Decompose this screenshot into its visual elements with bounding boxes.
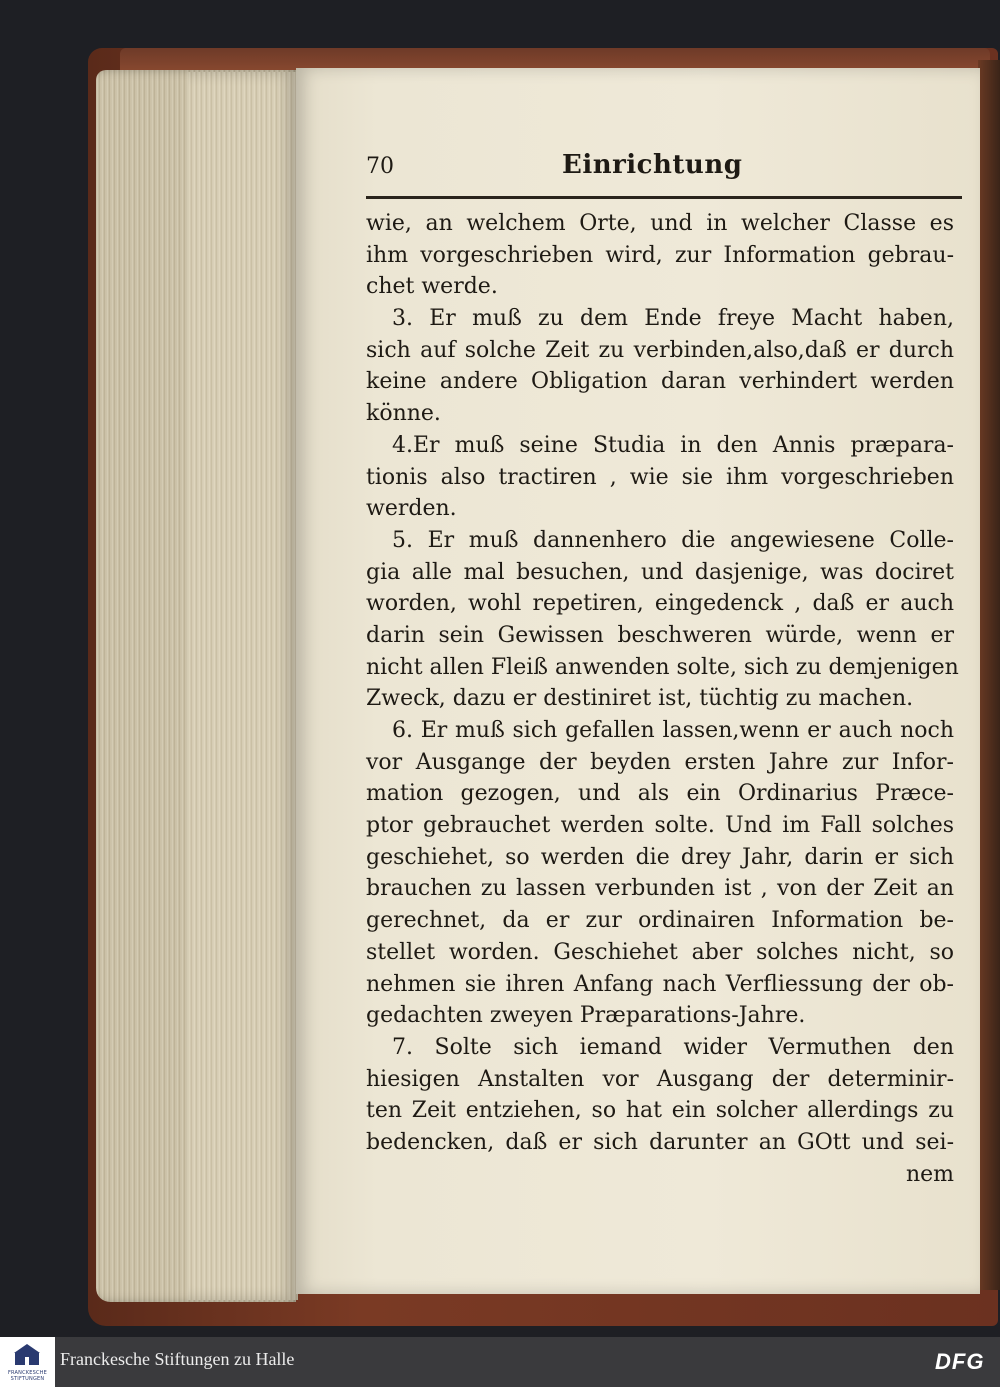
text-line: ten Zeit entziehen, so hat ein solcher allerdings zu <box>366 1098 954 1124</box>
logo-text: FRANCKESCHE STIFTUNGEN <box>7 1370 48 1382</box>
text-line: 5. Er muß dannenhero die angewiesene Colle- <box>392 527 954 553</box>
text-line: worden, wohl repetiren, eingedenck , daß er auch <box>366 591 954 617</box>
text-line: 6. Er muß sich gefallen lassen,wenn er auch noch <box>392 718 954 743</box>
institution-logo[interactable] <box>0 1337 55 1387</box>
text-line: vor Ausgange der beyden ersten Jahre zur Infor- <box>366 749 954 775</box>
text-line: 3. Er muß zu dem Ende freye Macht haben, <box>392 306 954 332</box>
text-line: gerechnet, da er zur ordinairen Information be- <box>366 908 954 934</box>
page-body-text <box>366 208 966 1190</box>
francke-logo-icon <box>13 1343 41 1367</box>
header-rule <box>366 196 962 199</box>
text-line: sich auf solche Zeit zu verbinden,also,daß er durch <box>366 337 954 363</box>
text-line: hiesigen Anstalten vor Ausgang der determinir- <box>366 1066 954 1092</box>
text-line: werden. <box>366 496 457 522</box>
text-line: nehmen sie ihren Anfang nach Verfliessung der ob- <box>366 971 954 997</box>
viewer-footer <box>0 1337 1000 1387</box>
text-line: 7. Solte sich iemand wider Vermuthen den <box>392 1034 954 1060</box>
text-line: könne. <box>366 401 441 427</box>
text-line: wie, an welchem Orte, und in welcher Classe es <box>366 211 954 236</box>
catchword: nem <box>905 1161 954 1187</box>
page-header <box>366 150 964 186</box>
text-line: keine andere Obligation daran verhindert werden <box>366 369 954 395</box>
text-line: chet werde. <box>366 274 498 300</box>
text-line: ptor gebrauchet werden solte. Und im Fall solches <box>366 813 954 839</box>
dfg-logo[interactable]: DFG <box>935 1349 985 1374</box>
text-line: Zweck, dazu er destiniret ist, tüchtig zu machen. <box>366 686 914 712</box>
text-line: gia alle mal besuchen, und dasjenige, was dociret <box>366 559 954 585</box>
text-line: tionis also tractiren , wie sie ihm vorgeschrieben <box>366 464 954 490</box>
text-line: brauchen zu lassen verbunden ist , von der Zeit an <box>366 876 954 902</box>
text-line: darin sein Gewissen beschweren würde, wenn er <box>366 622 954 648</box>
text-line: bedencken, daß er sich darunter an GOtt und sei- <box>366 1129 954 1155</box>
text-line: ihm vorgeschrieben wird, zur Information gebrau- <box>366 242 954 268</box>
page-number: 70 <box>366 154 394 179</box>
text-line: nicht allen Fleiß anwenden solte, sich zu demjenigen <box>366 654 959 680</box>
page-block-gutter <box>188 72 298 1300</box>
book-cover-right-edge <box>978 60 1000 1290</box>
text-line: mation gezogen, und als ein Ordinarius Præce- <box>366 781 954 807</box>
text-line: geschiehet, so werden die drey Jahr, darin er sich <box>366 844 954 870</box>
institution-name[interactable]: Franckesche Stiftungen zu Halle <box>60 1349 295 1369</box>
text-line: 4.Er muß seine Studia in den Annis præpara- <box>392 432 954 458</box>
running-head: Einrichtung <box>562 150 743 180</box>
text-line: gedachten zweyen Præparations-Jahre. <box>366 1003 806 1029</box>
text-line: stellet worden. Geschiehet aber solches nicht, so <box>366 939 954 965</box>
